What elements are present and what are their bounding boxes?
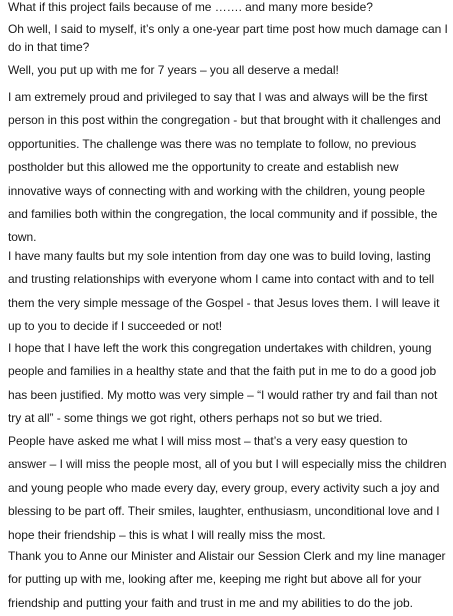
paragraph-opening-question: What if this project fails because of me ……. and many more beside? (8, 0, 373, 14)
paragraph-healthy-state: I hope that I have left the work this congregation undertakes with children, young people and families in a healthy state and that the faith put in me to do a good job has been justified. My motto was very simple – “I would rather try and fail than not try at all” - some things we got right, others perhaps not so but we tried. (8, 341, 438, 426)
paragraph-proud-privileged: I am extremely proud and privileged to say that I was and always will be the first person in this post within the congregation - but that brought with it challenges and opportunities. The challenge was there was no template to follow, no previous postholder but this allowed me the opportunity to create and establish new innovative ways of connecting with and working with the children, young people and families both within the congregation, the local community and if possible, the town. (8, 90, 441, 245)
paragraph-thank-you: Thank you to Anne our Minister and Alistair our Session Clerk and my line manager for putting up with me, looking after me, keeping me right but above all for your friendship and putting your faith and trust in me and my abilities to do the job. (8, 549, 446, 610)
paragraph-oh-well: Oh well, I said to myself, it’s only a one-year part time post how much damage can I do in that time? (8, 22, 448, 54)
paragraph-many-faults: I have many faults but my sole intention from day one was to build loving, lasting and trusting relationships with everyone whom I came into contact with and to tell them the very simple message of the Gospel - that Jesus loves them. I will leave it up to you to decide if I succeeded or not! (8, 249, 440, 334)
paragraph-seven-years: Well, you put up with me for 7 years – you all deserve a medal! (8, 63, 339, 77)
paragraph-miss-most: People have asked me what I will miss most – that’s a very easy question to answer – I will miss the people most, all of you but I will especially miss the children and young people who made every day, every group, every activity such a joy and blessing to be part off. Their smiles, laughter, enthusiasm, unconditional love and I hope their friendship – this is what I will really miss the most. (8, 434, 447, 542)
